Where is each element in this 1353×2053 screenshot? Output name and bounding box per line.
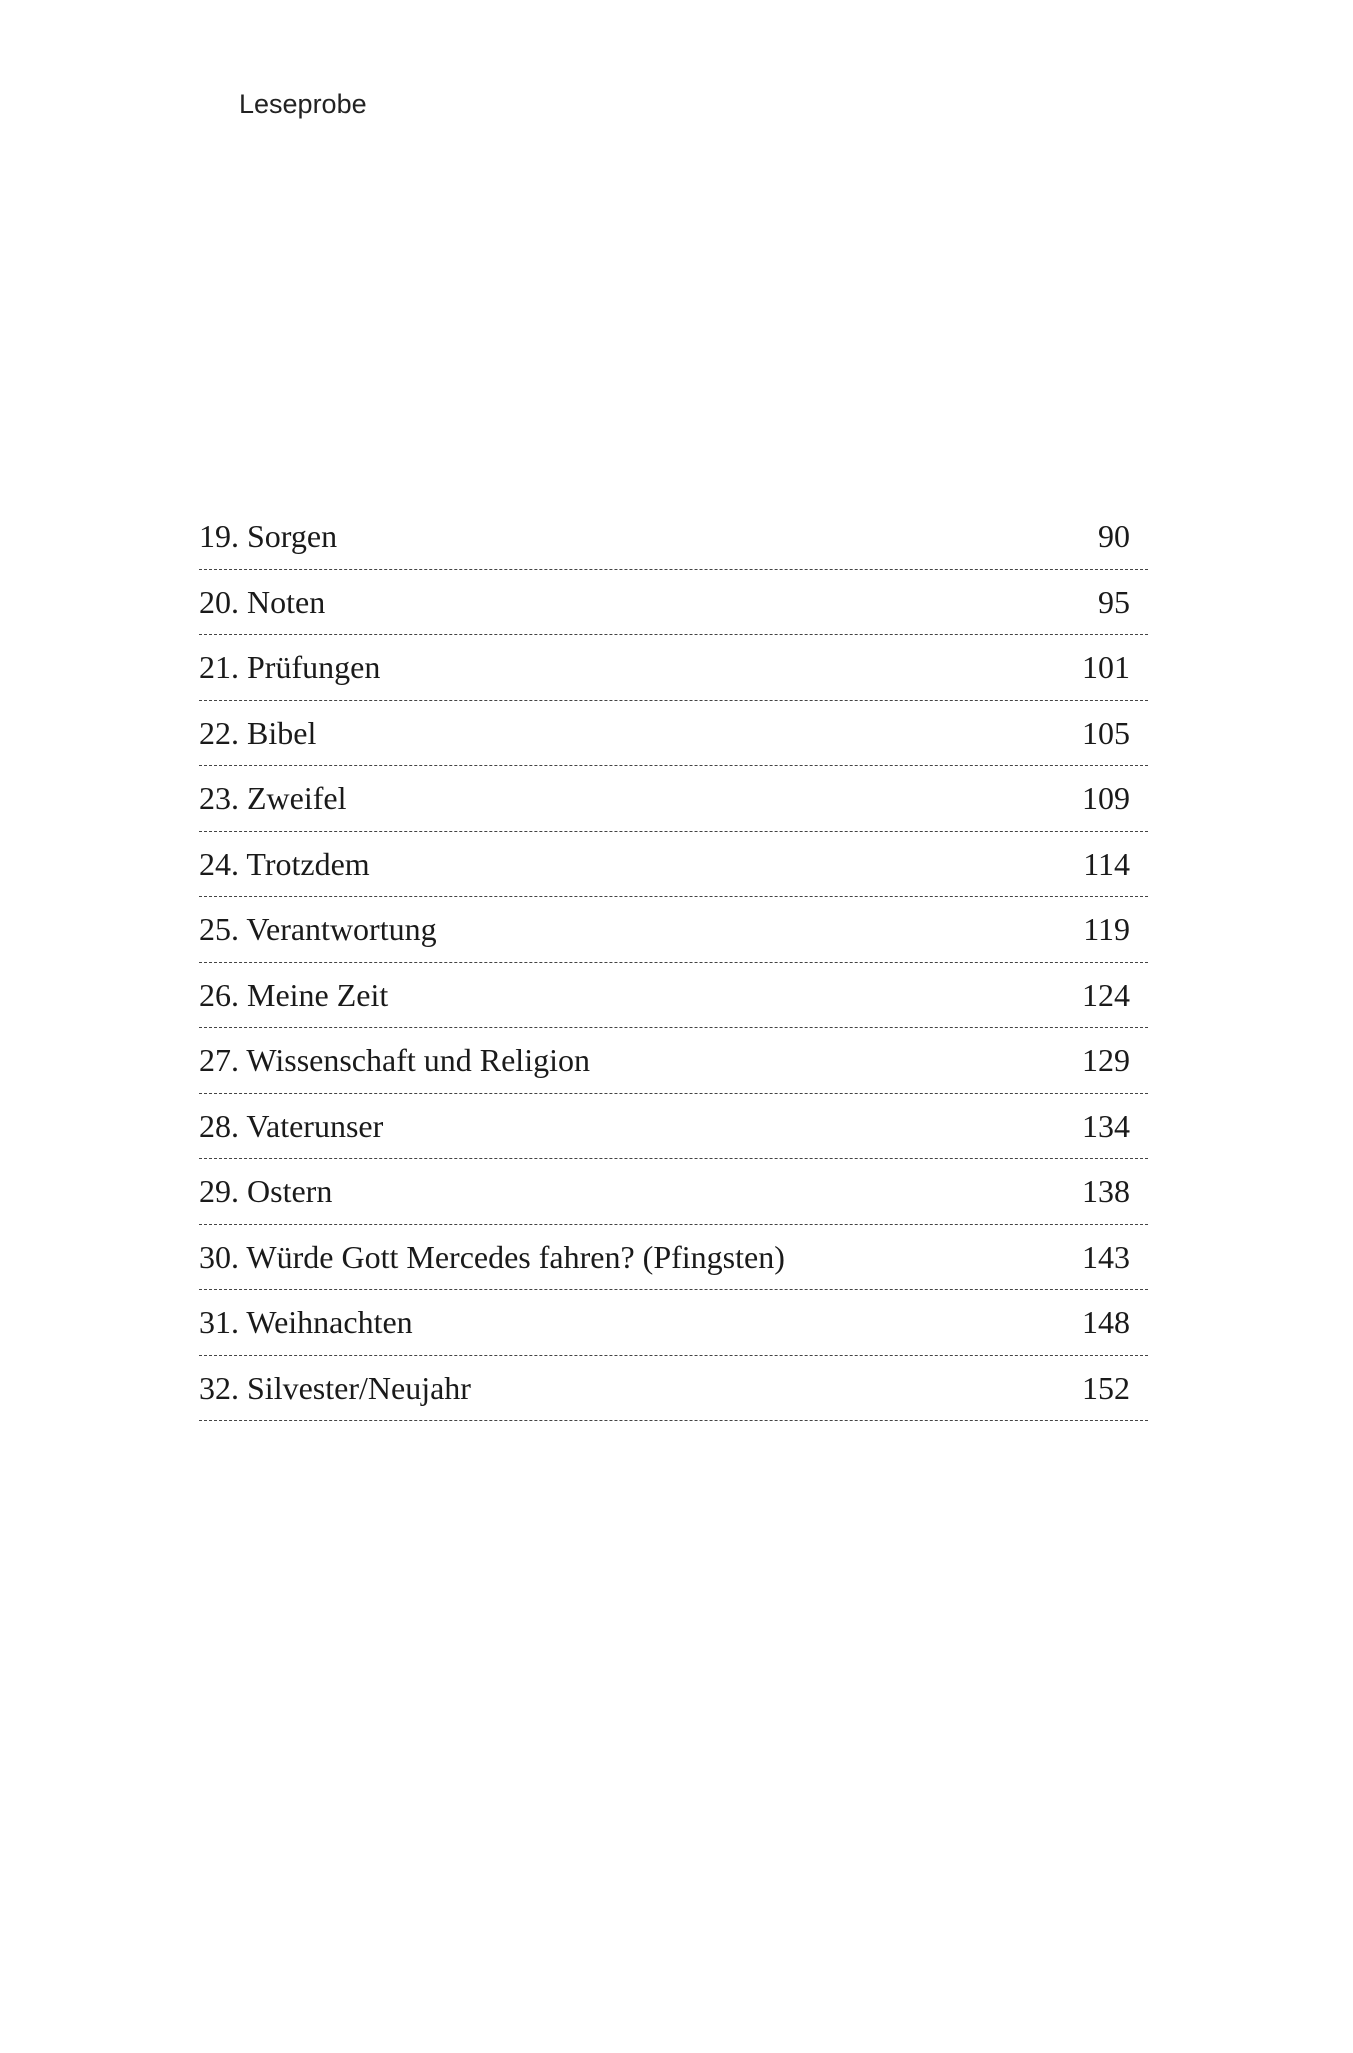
toc-entry-page: 152 [1082,1369,1130,1406]
toc-entry-title: 29. Ostern [199,1173,333,1209]
toc-entry-title: 25. Verantwortung [199,911,437,947]
toc-entry-title: 31. Weihnachten [199,1304,413,1340]
toc-entry-title: 21. Prüfungen [199,649,381,685]
toc-entry [199,897,1148,963]
toc-entry [199,1159,1148,1225]
toc-entry-title: 20. Noten [199,583,326,620]
toc-entry-title: 30. Würde Gott Mercedes fahren? (Pfingsten) [199,1238,785,1275]
toc-entry-page: 90 [1098,518,1130,554]
toc-entry-title: 23. Zweifel [199,780,347,816]
toc-entry-page: 124 [1082,976,1130,1013]
toc-entry [199,1094,1148,1160]
toc-entry-title: 22. Bibel [199,714,317,751]
toc-entry-title: 24. Trotzdem [199,845,370,882]
table-of-contents [199,504,1148,1421]
toc-entry [199,1028,1148,1094]
toc-entry [199,701,1148,767]
toc-entry-page: 114 [1083,845,1130,882]
toc-entry-page: 105 [1082,714,1130,751]
toc-entry [199,832,1148,898]
toc-entry [199,570,1148,636]
toc-entry-page: 148 [1082,1304,1130,1340]
toc-entry [199,1290,1148,1356]
toc-entry [199,766,1148,832]
toc-entry-page: 119 [1083,911,1130,947]
toc-entry [199,963,1148,1029]
toc-entry-page: 109 [1082,780,1130,816]
toc-entry [199,1356,1148,1422]
toc-entry-page: 101 [1082,649,1130,685]
toc-entry-page: 138 [1082,1173,1130,1209]
toc-entry-title: 19. Sorgen [199,518,338,554]
toc-entry-page: 95 [1098,583,1130,620]
header-label: Leseprobe [239,89,367,119]
toc-entry-title: 28. Vaterunser [199,1107,384,1144]
toc-entry-page: 134 [1082,1107,1130,1144]
toc-entry-title: 26. Meine Zeit [199,976,389,1013]
toc-entry-page: 143 [1082,1238,1130,1275]
toc-entry [199,1225,1148,1291]
toc-entry-page: 129 [1082,1042,1130,1078]
toc-entry [199,504,1148,570]
toc-entry-title: 27. Wissenschaft und Religion [199,1042,590,1078]
toc-entry [199,635,1148,701]
toc-entry-title: 32. Silvester/Neujahr [199,1369,471,1406]
